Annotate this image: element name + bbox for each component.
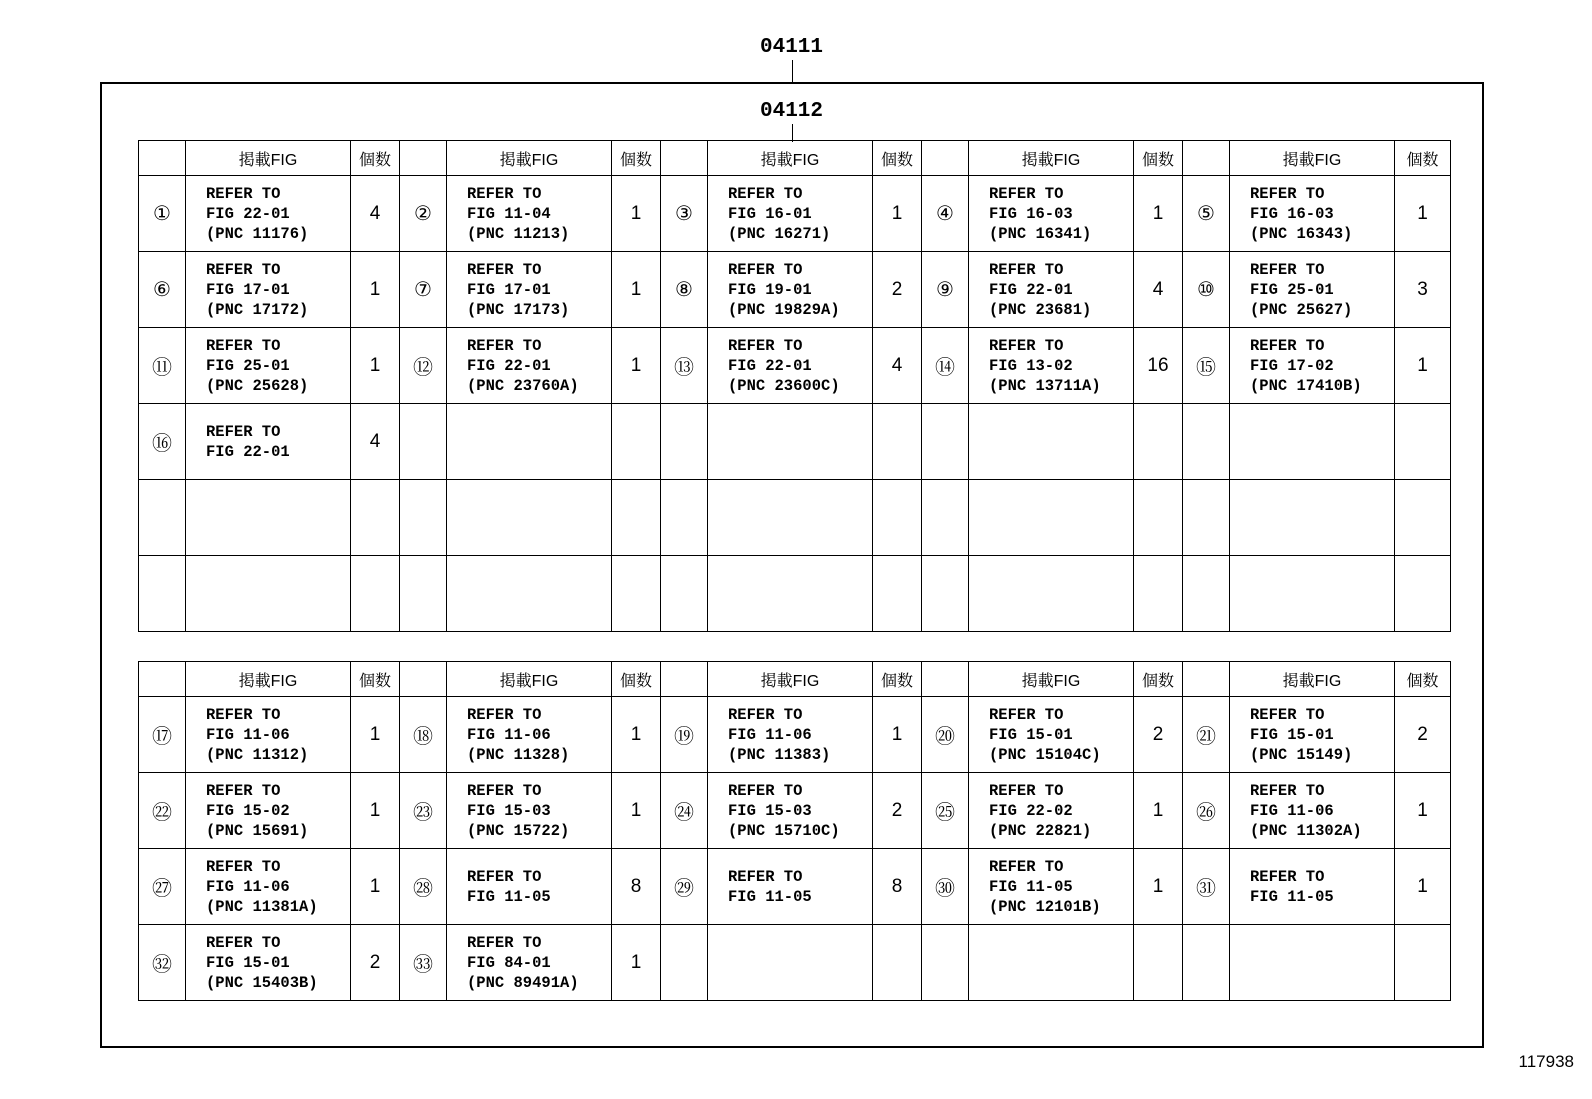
table-row: [139, 252, 1451, 328]
table-row: [139, 773, 1451, 849]
item-number: ⑬: [661, 328, 708, 404]
header-fig: 掲載FIG: [1230, 662, 1395, 697]
fig-reference-line: (PNC 15403B): [206, 973, 318, 992]
item-quantity: [873, 404, 922, 480]
fig-reference-line: REFER TO: [467, 705, 542, 724]
fig-reference-line: (PNC 25628): [206, 376, 309, 395]
fig-reference: [1230, 849, 1395, 925]
fig-reference-line: (PNC 16341): [989, 224, 1092, 243]
fig-reference-line: (PNC 15722): [467, 821, 570, 840]
fig-reference: [1230, 404, 1395, 480]
fig-reference-line: FIG 16-03: [989, 204, 1073, 223]
parts-table-bottom: [138, 661, 1451, 1001]
item-number: ⑤: [1183, 176, 1230, 252]
fig-reference: [1230, 480, 1395, 556]
fig-reference: [708, 252, 873, 328]
fig-reference: [708, 556, 873, 632]
fig-reference: [186, 480, 351, 556]
fig-reference-line: (PNC 15691): [206, 821, 309, 840]
header-number-cell: [400, 141, 447, 176]
fig-reference: [1230, 697, 1395, 773]
fig-reference-line: FIG 11-06: [728, 725, 812, 744]
fig-reference: [186, 556, 351, 632]
header-qty: 個数: [1134, 141, 1183, 176]
item-number: ㉝: [400, 925, 447, 1001]
fig-reference-line: REFER TO: [206, 336, 281, 355]
item-number: [1183, 404, 1230, 480]
fig-reference-line: (PNC 22821): [989, 821, 1092, 840]
item-number: ⑳: [922, 697, 969, 773]
fig-reference-line: FIG 11-06: [467, 725, 551, 744]
item-quantity: 1: [612, 697, 661, 773]
fig-reference-line: REFER TO: [467, 781, 542, 800]
item-number: ⑧: [661, 252, 708, 328]
fig-reference-line: REFER TO: [989, 184, 1064, 203]
table-row: [139, 328, 1451, 404]
fig-reference-line: (PNC 17410B): [1250, 376, 1362, 395]
header-qty: 個数: [1395, 141, 1451, 176]
header-fig: 掲載FIG: [186, 662, 351, 697]
fig-reference-line: REFER TO: [467, 336, 542, 355]
fig-reference-line: FIG 11-05: [728, 887, 812, 906]
item-number: ⑰: [139, 697, 186, 773]
item-number: ⑭: [922, 328, 969, 404]
item-quantity: 1: [1134, 773, 1183, 849]
item-quantity: 1: [1395, 849, 1451, 925]
item-quantity: 4: [351, 176, 400, 252]
item-number: ⑩: [1183, 252, 1230, 328]
header-number-cell: [1183, 662, 1230, 697]
header-number-cell: [922, 141, 969, 176]
item-number: [400, 556, 447, 632]
fig-reference: [186, 849, 351, 925]
fig-reference-line: FIG 11-06: [1250, 801, 1334, 820]
item-quantity: [1395, 404, 1451, 480]
fig-reference: [1230, 925, 1395, 1001]
fig-reference-line: (PNC 11302A): [1250, 821, 1362, 840]
item-number: ④: [922, 176, 969, 252]
item-quantity: [351, 556, 400, 632]
fig-reference: [447, 697, 612, 773]
fig-reference: [447, 556, 612, 632]
fig-reference-line: FIG 16-03: [1250, 204, 1334, 223]
fig-reference-line: REFER TO: [989, 260, 1064, 279]
fig-reference-line: REFER TO: [1250, 260, 1325, 279]
item-quantity: 8: [612, 849, 661, 925]
fig-reference-line: FIG 22-01: [206, 204, 290, 223]
fig-reference-line: (PNC 11328): [467, 745, 570, 764]
fig-reference: [447, 176, 612, 252]
fig-reference-line: FIG 15-03: [728, 801, 812, 820]
item-number: ㉔: [661, 773, 708, 849]
fig-reference: [447, 925, 612, 1001]
header-number-cell: [400, 662, 447, 697]
fig-reference: [969, 328, 1134, 404]
header-qty: 個数: [351, 662, 400, 697]
fig-reference-line: REFER TO: [989, 705, 1064, 724]
item-quantity: [1395, 480, 1451, 556]
item-number: [922, 556, 969, 632]
fig-reference: [1230, 556, 1395, 632]
item-number: ①: [139, 176, 186, 252]
fig-reference-line: (PNC 15149): [1250, 745, 1353, 764]
fig-reference-line: (PNC 11383): [728, 745, 831, 764]
item-quantity: [1134, 480, 1183, 556]
fig-reference-line: (PNC 11176): [206, 224, 309, 243]
fig-reference-line: (PNC 23600C): [728, 376, 840, 395]
outer-leader-line: [792, 60, 793, 82]
item-quantity: 1: [612, 328, 661, 404]
header-qty: 個数: [351, 141, 400, 176]
item-number: ⑪: [139, 328, 186, 404]
item-quantity: 1: [351, 849, 400, 925]
item-number: [661, 556, 708, 632]
item-number: ㉓: [400, 773, 447, 849]
fig-reference-line: FIG 17-02: [1250, 356, 1334, 375]
fig-reference-line: REFER TO: [728, 867, 803, 886]
item-quantity: 2: [1395, 697, 1451, 773]
fig-reference: [708, 925, 873, 1001]
fig-reference-line: REFER TO: [206, 422, 281, 441]
fig-reference-line: FIG 15-01: [206, 953, 290, 972]
item-quantity: 1: [1395, 773, 1451, 849]
item-number: [139, 556, 186, 632]
header-number-cell: [661, 662, 708, 697]
fig-reference-line: FIG 17-01: [467, 280, 551, 299]
item-number: ⑮: [1183, 328, 1230, 404]
item-quantity: 4: [1134, 252, 1183, 328]
item-quantity: [1134, 925, 1183, 1001]
fig-reference-line: (PNC 15710C): [728, 821, 840, 840]
item-number: ㉙: [661, 849, 708, 925]
fig-reference-line: FIG 22-01: [728, 356, 812, 375]
item-quantity: 4: [351, 404, 400, 480]
fig-reference: [708, 176, 873, 252]
header-qty: 個数: [873, 662, 922, 697]
fig-reference-line: REFER TO: [1250, 867, 1325, 886]
fig-reference-line: FIG 84-01: [467, 953, 551, 972]
header-fig: 掲載FIG: [969, 662, 1134, 697]
fig-reference: [969, 925, 1134, 1001]
item-number: ⑦: [400, 252, 447, 328]
item-number: ⑫: [400, 328, 447, 404]
outer-assembly-label: 04111: [760, 36, 824, 59]
header-qty: 個数: [1395, 662, 1451, 697]
fig-reference-line: (PNC 17172): [206, 300, 309, 319]
item-number: ⑲: [661, 697, 708, 773]
table-row: [139, 849, 1451, 925]
fig-reference: [1230, 176, 1395, 252]
fig-reference-line: REFER TO: [989, 857, 1064, 876]
item-quantity: [612, 556, 661, 632]
table-row: [139, 697, 1451, 773]
fig-reference-line: REFER TO: [728, 705, 803, 724]
fig-reference-line: FIG 13-02: [989, 356, 1073, 375]
header-qty: 個数: [612, 662, 661, 697]
header-qty: 個数: [873, 141, 922, 176]
fig-reference-line: REFER TO: [989, 336, 1064, 355]
header-fig: 掲載FIG: [186, 141, 351, 176]
fig-reference-line: REFER TO: [206, 184, 281, 203]
fig-reference-line: REFER TO: [206, 857, 281, 876]
item-number: ㉑: [1183, 697, 1230, 773]
item-number: [661, 925, 708, 1001]
item-number: ㉒: [139, 773, 186, 849]
fig-reference-line: (PNC 23760A): [467, 376, 579, 395]
header-fig: 掲載FIG: [1230, 141, 1395, 176]
fig-reference-line: REFER TO: [1250, 705, 1325, 724]
item-quantity: 1: [1395, 176, 1451, 252]
fig-reference: [708, 404, 873, 480]
item-number: [1183, 556, 1230, 632]
fig-reference-line: REFER TO: [206, 705, 281, 724]
table-row: [139, 556, 1451, 632]
parts-table-top: [138, 140, 1451, 632]
fig-reference-line: FIG 22-01: [206, 442, 290, 461]
header-qty: 個数: [1134, 662, 1183, 697]
header-fig: 掲載FIG: [447, 141, 612, 176]
fig-reference-line: (PNC 25627): [1250, 300, 1353, 319]
fig-reference-line: REFER TO: [989, 781, 1064, 800]
fig-reference: [969, 697, 1134, 773]
fig-reference: [186, 328, 351, 404]
header-fig: 掲載FIG: [447, 662, 612, 697]
item-quantity: 2: [1134, 697, 1183, 773]
item-number: [1183, 925, 1230, 1001]
fig-reference-line: FIG 11-06: [206, 877, 290, 896]
fig-reference: [708, 849, 873, 925]
fig-reference: [1230, 773, 1395, 849]
fig-reference-line: (PNC 15104C): [989, 745, 1101, 764]
fig-reference-line: REFER TO: [467, 184, 542, 203]
header-row: [139, 662, 1451, 697]
table-row: [139, 404, 1451, 480]
fig-reference: [969, 849, 1134, 925]
header-row: [139, 141, 1451, 176]
fig-reference: [708, 697, 873, 773]
fig-reference-line: FIG 22-01: [467, 356, 551, 375]
header-number-cell: [1183, 141, 1230, 176]
item-quantity: 2: [351, 925, 400, 1001]
fig-reference-line: FIG 25-01: [206, 356, 290, 375]
item-number: ③: [661, 176, 708, 252]
table-row: [139, 925, 1451, 1001]
item-quantity: [873, 925, 922, 1001]
fig-reference-line: REFER TO: [467, 867, 542, 886]
header-number-cell: [661, 141, 708, 176]
item-number: [922, 480, 969, 556]
item-number: [922, 925, 969, 1001]
fig-reference-line: (PNC 11213): [467, 224, 570, 243]
fig-reference: [447, 849, 612, 925]
fig-reference-line: REFER TO: [728, 260, 803, 279]
header-fig: 掲載FIG: [969, 141, 1134, 176]
item-quantity: 1: [612, 176, 661, 252]
item-number: [1183, 480, 1230, 556]
fig-reference-line: FIG 11-05: [467, 887, 551, 906]
item-quantity: [1134, 556, 1183, 632]
fig-reference-line: FIG 15-01: [989, 725, 1073, 744]
fig-reference: [186, 176, 351, 252]
fig-reference: [186, 697, 351, 773]
fig-reference-line: FIG 17-01: [206, 280, 290, 299]
fig-reference-line: REFER TO: [1250, 184, 1325, 203]
header-fig: 掲載FIG: [708, 141, 873, 176]
fig-reference-line: (PNC 12101B): [989, 897, 1101, 916]
fig-reference: [447, 404, 612, 480]
item-number: ㉗: [139, 849, 186, 925]
item-quantity: 1: [612, 252, 661, 328]
item-number: [400, 404, 447, 480]
header-number-cell: [922, 662, 969, 697]
item-quantity: 1: [351, 773, 400, 849]
fig-reference-line: FIG 15-02: [206, 801, 290, 820]
item-number: ㉚: [922, 849, 969, 925]
header-fig: 掲載FIG: [708, 662, 873, 697]
item-quantity: 1: [351, 697, 400, 773]
item-number: [400, 480, 447, 556]
item-number: ⑥: [139, 252, 186, 328]
item-quantity: 1: [1395, 328, 1451, 404]
fig-reference-line: FIG 15-01: [1250, 725, 1334, 744]
fig-reference-line: FIG 16-01: [728, 204, 812, 223]
fig-reference: [1230, 328, 1395, 404]
item-number: ⑨: [922, 252, 969, 328]
item-quantity: 1: [351, 328, 400, 404]
item-number: [139, 480, 186, 556]
item-quantity: [873, 556, 922, 632]
fig-reference: [447, 773, 612, 849]
fig-reference-line: FIG 11-05: [1250, 887, 1334, 906]
item-quantity: [1134, 404, 1183, 480]
item-quantity: 1: [612, 925, 661, 1001]
item-number: [661, 480, 708, 556]
item-quantity: 1: [1134, 176, 1183, 252]
item-quantity: 3: [1395, 252, 1451, 328]
item-quantity: 1: [1134, 849, 1183, 925]
fig-reference: [186, 252, 351, 328]
fig-reference-line: (PNC 16343): [1250, 224, 1353, 243]
item-number: ㉜: [139, 925, 186, 1001]
table-row: [139, 480, 1451, 556]
fig-reference: [969, 480, 1134, 556]
item-number: ㉕: [922, 773, 969, 849]
item-number: ②: [400, 176, 447, 252]
fig-reference: [447, 480, 612, 556]
fig-reference-line: REFER TO: [728, 336, 803, 355]
fig-reference: [1230, 252, 1395, 328]
fig-reference: [969, 404, 1134, 480]
item-quantity: [1395, 556, 1451, 632]
header-number-cell: [139, 141, 186, 176]
fig-reference-line: (PNC 89491A): [467, 973, 579, 992]
fig-reference-line: (PNC 11312): [206, 745, 309, 764]
fig-reference: [708, 480, 873, 556]
fig-reference-line: FIG 15-03: [467, 801, 551, 820]
fig-reference: [969, 556, 1134, 632]
item-quantity: [1395, 925, 1451, 1001]
fig-reference: [969, 773, 1134, 849]
fig-reference: [447, 252, 612, 328]
item-quantity: 16: [1134, 328, 1183, 404]
header-number-cell: [139, 662, 186, 697]
item-quantity: [612, 480, 661, 556]
fig-reference-line: (PNC 17173): [467, 300, 570, 319]
table-row: [139, 176, 1451, 252]
fig-reference-line: REFER TO: [1250, 781, 1325, 800]
item-quantity: 1: [873, 697, 922, 773]
item-quantity: 2: [873, 773, 922, 849]
fig-reference-line: FIG 11-06: [206, 725, 290, 744]
fig-reference-line: REFER TO: [206, 933, 281, 952]
fig-reference-line: FIG 22-02: [989, 801, 1073, 820]
item-number: [922, 404, 969, 480]
item-quantity: [612, 404, 661, 480]
fig-reference-line: REFER TO: [467, 260, 542, 279]
item-number: ㉛: [1183, 849, 1230, 925]
fig-reference: [186, 925, 351, 1001]
fig-reference-line: REFER TO: [728, 184, 803, 203]
item-quantity: 1: [612, 773, 661, 849]
item-quantity: 8: [873, 849, 922, 925]
fig-reference: [447, 328, 612, 404]
fig-reference-line: REFER TO: [206, 781, 281, 800]
fig-reference-line: (PNC 16271): [728, 224, 831, 243]
fig-reference-line: (PNC 11381A): [206, 897, 318, 916]
fig-reference-line: FIG 25-01: [1250, 280, 1334, 299]
fig-reference-line: FIG 19-01: [728, 280, 812, 299]
item-number: ㉘: [400, 849, 447, 925]
fig-reference-line: FIG 22-01: [989, 280, 1073, 299]
inner-assembly-label: 04112: [760, 100, 824, 123]
fig-reference: [186, 773, 351, 849]
fig-reference: [969, 176, 1134, 252]
fig-reference-line: REFER TO: [467, 933, 542, 952]
item-quantity: [873, 480, 922, 556]
fig-reference-line: (PNC 13711A): [989, 376, 1101, 395]
item-quantity: 4: [873, 328, 922, 404]
item-quantity: 1: [351, 252, 400, 328]
fig-reference-line: FIG 11-05: [989, 877, 1073, 896]
item-number: [661, 404, 708, 480]
fig-reference-line: (PNC 19829A): [728, 300, 840, 319]
fig-reference-line: REFER TO: [728, 781, 803, 800]
fig-reference: [186, 404, 351, 480]
item-number: ⑱: [400, 697, 447, 773]
item-number: ⑯: [139, 404, 186, 480]
fig-reference-line: REFER TO: [1250, 336, 1325, 355]
fig-reference-line: REFER TO: [206, 260, 281, 279]
fig-reference: [708, 328, 873, 404]
item-number: ㉖: [1183, 773, 1230, 849]
item-quantity: 1: [873, 176, 922, 252]
item-quantity: [351, 480, 400, 556]
fig-reference: [969, 252, 1134, 328]
fig-reference: [708, 773, 873, 849]
header-qty: 個数: [612, 141, 661, 176]
fig-reference-line: (PNC 23681): [989, 300, 1092, 319]
fig-reference-line: FIG 11-04: [467, 204, 551, 223]
item-quantity: 2: [873, 252, 922, 328]
figure-id: 117938: [1518, 1052, 1574, 1071]
